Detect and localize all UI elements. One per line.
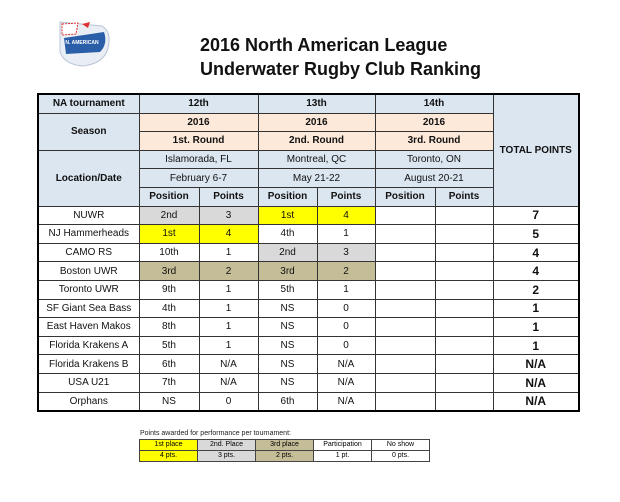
season-year: 2016 <box>258 113 375 132</box>
position-cell <box>375 262 435 281</box>
round-label: 2nd. Round <box>258 132 375 151</box>
total-points: 1 <box>493 318 579 337</box>
date: February 6-7 <box>139 169 258 188</box>
position-cell <box>375 280 435 299</box>
points-cell: 1 <box>317 225 375 244</box>
position-cell: NS <box>258 318 317 337</box>
position-cell <box>375 373 435 392</box>
position-cell: 5th <box>139 336 199 355</box>
tournament-row <box>38 94 579 113</box>
table-row <box>38 318 579 337</box>
table-row <box>38 392 579 411</box>
page-title <box>200 33 481 81</box>
position-cell: 7th <box>139 373 199 392</box>
position-cell: 6th <box>258 392 317 411</box>
legend-points: 3 pts. <box>198 451 256 462</box>
total-points-header: TOTAL POINTS <box>493 94 579 206</box>
tournament-name: 13th <box>258 94 375 113</box>
team-name: Florida Krakens A <box>38 336 139 355</box>
position-cell: 8th <box>139 318 199 337</box>
table-row <box>38 336 579 355</box>
legend-label: 3rd place <box>256 440 314 451</box>
tournament-name: 14th <box>375 94 493 113</box>
total-points: 5 <box>493 225 579 244</box>
team-name: SF Giant Sea Bass <box>38 299 139 318</box>
date: May 21-22 <box>258 169 375 188</box>
position-header: Position <box>139 187 199 206</box>
position-cell <box>375 392 435 411</box>
team-name: Boston UWR <box>38 262 139 281</box>
location: Islamorada, FL <box>139 150 258 169</box>
position-cell: NS <box>139 392 199 411</box>
points-cell: 1 <box>199 280 258 299</box>
total-points: 2 <box>493 280 579 299</box>
points-cell: 4 <box>199 225 258 244</box>
legend-label: Participation <box>314 440 372 451</box>
points-header: Points <box>199 187 258 206</box>
position-cell: 9th <box>139 280 199 299</box>
date: August 20-21 <box>375 169 493 188</box>
position-cell: NS <box>258 355 317 374</box>
points-cell: 3 <box>199 206 258 225</box>
points-cell: N/A <box>317 373 375 392</box>
position-header: Position <box>375 187 435 206</box>
team-name: Orphans <box>38 392 139 411</box>
position-cell <box>375 225 435 244</box>
tournament-label: NA tournament <box>38 94 139 113</box>
position-cell: 4th <box>139 299 199 318</box>
legend-points: 1 pt. <box>314 451 372 462</box>
legend-points: 2 pts. <box>256 451 314 462</box>
legend-label: No show <box>372 440 430 451</box>
team-name: Toronto UWR <box>38 280 139 299</box>
points-legend <box>139 439 430 462</box>
position-cell <box>375 243 435 262</box>
position-cell: 4th <box>258 225 317 244</box>
points-cell <box>435 243 493 262</box>
league-logo <box>52 18 114 70</box>
points-cell: 1 <box>199 243 258 262</box>
position-cell: 2nd <box>139 206 199 225</box>
location: Toronto, ON <box>375 150 493 169</box>
round-label: 3rd. Round <box>375 132 493 151</box>
points-cell <box>435 336 493 355</box>
position-cell: 6th <box>139 355 199 374</box>
team-name: CAMO RS <box>38 243 139 262</box>
total-points: 1 <box>493 299 579 318</box>
table-row <box>38 280 579 299</box>
points-cell: 1 <box>199 318 258 337</box>
legend-label: 2nd. Place <box>198 440 256 451</box>
season-year: 2016 <box>375 113 493 132</box>
total-points: 4 <box>493 243 579 262</box>
position-cell <box>375 336 435 355</box>
title-line-1: 2016 North American League <box>200 35 448 55</box>
title-line-2: Underwater Rugby Club Ranking <box>200 59 482 79</box>
points-cell: 3 <box>317 243 375 262</box>
position-cell: 1st <box>258 206 317 225</box>
total-points: N/A <box>493 392 579 411</box>
tournament-name: 12th <box>139 94 258 113</box>
table-row <box>38 355 579 374</box>
total-points: 4 <box>493 262 579 281</box>
position-cell: 1st <box>139 225 199 244</box>
points-cell: 4 <box>317 206 375 225</box>
legend-caption: Points awarded for performance per tournament: <box>140 430 291 437</box>
table-row <box>38 206 579 225</box>
season-year: 2016 <box>139 113 258 132</box>
points-cell <box>435 373 493 392</box>
points-cell: 1 <box>317 280 375 299</box>
legend-points: 0 pts. <box>372 451 430 462</box>
points-cell <box>435 225 493 244</box>
points-cell: 0 <box>317 299 375 318</box>
points-header: Points <box>317 187 375 206</box>
points-cell: N/A <box>317 392 375 411</box>
position-cell: 3rd <box>139 262 199 281</box>
round-label: 1st. Round <box>139 132 258 151</box>
position-cell: 10th <box>139 243 199 262</box>
position-cell: 3rd <box>258 262 317 281</box>
legend-label: 1st place <box>140 440 198 451</box>
position-cell <box>375 355 435 374</box>
table-row <box>38 243 579 262</box>
points-cell <box>435 262 493 281</box>
points-cell: N/A <box>199 373 258 392</box>
points-cell <box>435 299 493 318</box>
season-label: Season <box>38 113 139 150</box>
team-name: East Haven Makos <box>38 318 139 337</box>
points-cell: N/A <box>199 355 258 374</box>
position-cell <box>375 206 435 225</box>
position-cell <box>375 318 435 337</box>
total-points: N/A <box>493 355 579 374</box>
points-cell <box>435 206 493 225</box>
points-cell: 0 <box>317 318 375 337</box>
position-cell: 2nd <box>258 243 317 262</box>
svg-text:N. AMERICAN: N. AMERICAN <box>65 40 99 46</box>
table-row <box>38 262 579 281</box>
ranking-table <box>37 93 580 412</box>
team-name: Florida Krakens B <box>38 355 139 374</box>
total-points: N/A <box>493 373 579 392</box>
table-row <box>38 225 579 244</box>
position-cell <box>375 299 435 318</box>
team-name: USA U21 <box>38 373 139 392</box>
points-cell: 0 <box>199 392 258 411</box>
position-cell: NS <box>258 299 317 318</box>
position-header: Position <box>258 187 317 206</box>
points-cell: 1 <box>199 299 258 318</box>
position-cell: NS <box>258 373 317 392</box>
location-date-label: Location/Date <box>38 150 139 206</box>
points-cell <box>435 392 493 411</box>
total-points: 1 <box>493 336 579 355</box>
team-name: NUWR <box>38 206 139 225</box>
team-name: NJ Hammerheads <box>38 225 139 244</box>
table-row <box>38 373 579 392</box>
legend-points: 4 pts. <box>140 451 198 462</box>
points-cell: 1 <box>199 336 258 355</box>
points-cell: 2 <box>199 262 258 281</box>
points-cell <box>435 318 493 337</box>
location: Montreal, QC <box>258 150 375 169</box>
table-row <box>38 299 579 318</box>
points-cell <box>435 280 493 299</box>
points-cell: 2 <box>317 262 375 281</box>
points-header: Points <box>435 187 493 206</box>
position-cell: NS <box>258 336 317 355</box>
total-points: 7 <box>493 206 579 225</box>
points-cell: N/A <box>317 355 375 374</box>
points-cell: 0 <box>317 336 375 355</box>
position-cell: 5th <box>258 280 317 299</box>
points-cell <box>435 355 493 374</box>
